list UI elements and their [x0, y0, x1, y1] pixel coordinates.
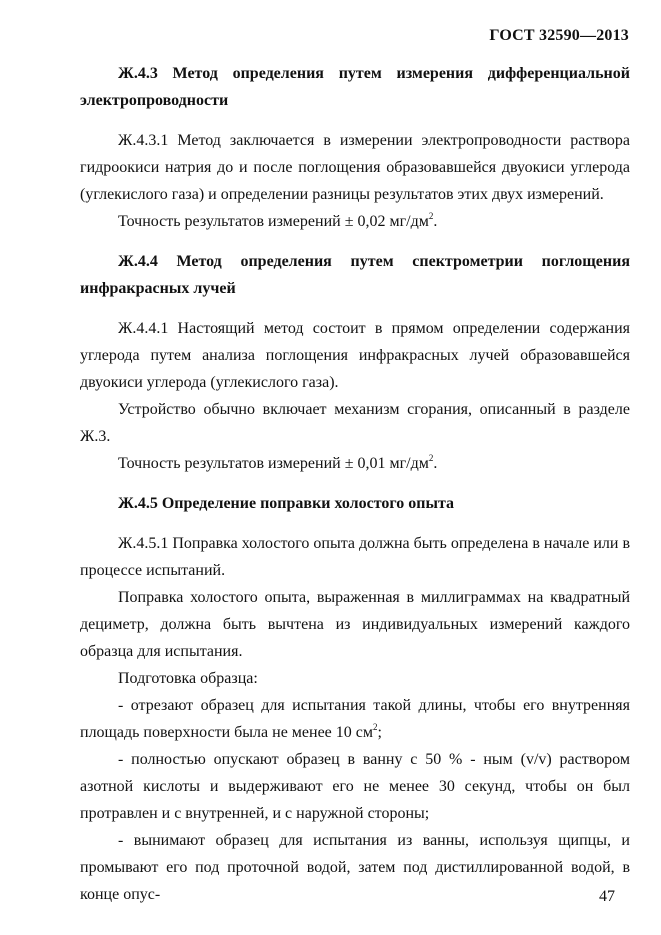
page-content: [80, 60, 630, 908]
punctuation: .: [433, 455, 438, 472]
list-item: - полностью опускают образец в ванну с 50 % - ным (v/v) раствором азотной кислоты и выдерживают его не менее 30 секунд, чтобы он был протравлен и с внутренней, и с наружной стороны;: [80, 751, 630, 822]
section-heading-zh-4-3: Ж.4.3 Метод определения путем измерения дифференциальной электропроводности: [80, 65, 630, 109]
accuracy-text: Точность результатов измерений ± 0,01 мг/дм: [118, 455, 429, 472]
page-number: 47: [599, 888, 615, 905]
paragraph: Ж.4.5.1 Поправка холостого опыта должна быть определена в начале или в процессе испытаний.: [80, 535, 630, 579]
section-heading-zh-4-5: Ж.4.5 Определение поправки холостого опыта: [118, 495, 455, 512]
list-item: [80, 692, 630, 746]
accuracy-text: Точность результатов измерений ± 0,02 мг/дм: [118, 213, 429, 230]
paragraph: Поправка холостого опыта, выраженная в миллиграммах на квадратный дециметр, должна быть вычтена из индивидуальных измерений каждого образца для испытания.: [80, 589, 630, 660]
section-heading-zh-4-4: Ж.4.4 Метод определения путем спектрометрии поглощения инфракрасных лучей: [80, 253, 630, 297]
standard-header: ГОСТ 32590—2013: [489, 27, 629, 44]
accuracy-paragraph: [80, 208, 630, 235]
superscript: 2: [428, 211, 434, 221]
list-item: - вынимают образец для испытания из ванны, используя щипцы, и промывают его под проточной водой, затем под дистиллированной водой, в конце опус-: [80, 832, 630, 903]
list-item-text: - отрезают образец для испытания такой длины, чтобы его внутренняя площадь поверхности была не менее 10 см: [80, 697, 630, 741]
punctuation: ;: [377, 724, 382, 741]
paragraph: Ж.4.3.1 Метод заключается в измерении электропроводности раствора гидроокиси натрия до и после поглощения образовавшейся двуокиси углерода (углекислого газа) и определении разницы результатов этих двух измерений.: [80, 132, 630, 203]
accuracy-paragraph: [80, 450, 630, 477]
superscript: 2: [428, 453, 434, 463]
paragraph: Устройство обычно включает механизм сгорания, описанный в разделе Ж.3.: [80, 401, 630, 445]
paragraph: Ж.4.4.1 Настоящий метод состоит в прямом определении содержания углерода путем анализа поглощения инфракрасных лучей образовавшейся двуокиси углерода (углекислого газа).: [80, 320, 630, 391]
superscript: 2: [373, 722, 378, 732]
punctuation: .: [433, 213, 438, 230]
paragraph: Подготовка образца:: [118, 670, 258, 687]
